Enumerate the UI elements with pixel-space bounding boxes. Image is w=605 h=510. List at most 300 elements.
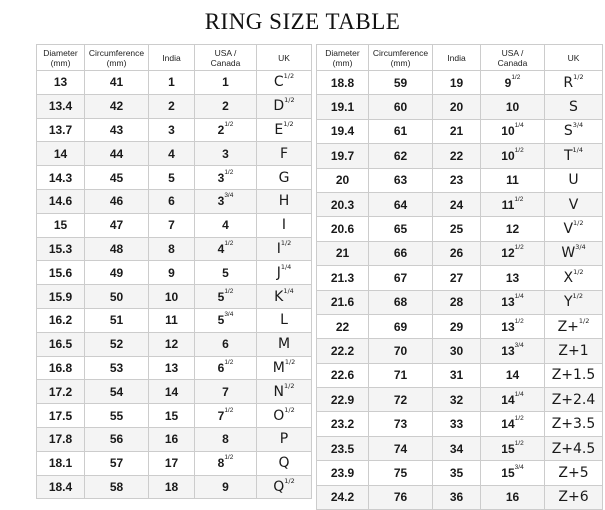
cell-value: 52 — [109, 337, 124, 352]
table-row — [317, 412, 603, 436]
cell-value: 23.5 — [330, 441, 355, 456]
cell-india — [149, 94, 195, 118]
cell-usa-canada — [481, 363, 545, 387]
cell-diameter — [37, 404, 85, 428]
cell-india — [433, 388, 481, 412]
table-row — [37, 237, 312, 261]
cell-diameter — [317, 363, 369, 387]
cell-circumference — [85, 142, 149, 166]
cell-fraction: 1/4 — [514, 122, 524, 130]
cell-value: 8 — [222, 432, 229, 447]
header-usa-canada: USA / Canada — [195, 45, 257, 71]
cell-uk — [257, 380, 312, 404]
cell-uk — [257, 404, 312, 428]
cell-usa-canada — [195, 166, 257, 190]
cell-circumference — [369, 436, 433, 460]
cell-value: 14 — [505, 368, 520, 383]
cell-value: 13 — [164, 360, 179, 375]
cell-value: 22.6 — [330, 368, 355, 383]
cell-circumference — [369, 71, 433, 95]
cell-value: X — [563, 269, 574, 286]
cell-circumference — [85, 285, 149, 309]
cell-value: 1 — [222, 75, 229, 90]
cell-fraction: 1/2 — [224, 406, 234, 414]
cell-usa-canada — [195, 308, 257, 332]
cell-value: Z+5 — [558, 464, 589, 481]
cell-usa-canada — [195, 261, 257, 285]
cell-india — [149, 475, 195, 499]
cell-value: 34 — [449, 441, 464, 456]
cell-circumference — [369, 95, 433, 119]
cell-circumference — [369, 217, 433, 241]
cell-uk — [257, 189, 312, 213]
header-diameter: Diameter (mm) — [317, 45, 369, 71]
table-row — [37, 475, 312, 499]
cell-fraction: 3/4 — [514, 341, 524, 349]
cell-fraction: 3/4 — [224, 192, 234, 200]
cell-value: S — [563, 123, 573, 140]
cell-value: Q — [273, 478, 285, 495]
cell-value: 10 — [501, 148, 515, 163]
cell-india — [433, 144, 481, 168]
cell-value: S — [569, 99, 578, 116]
table-row — [317, 119, 603, 143]
cell-india — [433, 436, 481, 460]
cell-value: 10 — [164, 289, 179, 304]
cell-value: 15 — [501, 465, 515, 480]
cell-value: 16.2 — [48, 313, 73, 328]
cell-value: 11 — [501, 197, 515, 212]
cell-value: O — [273, 407, 285, 424]
cell-fraction: 1/2 — [284, 405, 295, 414]
cell-usa-canada — [195, 332, 257, 356]
table-row — [317, 71, 603, 95]
page-title: RING SIZE TABLE — [204, 9, 401, 34]
cell-value: 6 — [217, 360, 225, 375]
cell-value: 62 — [393, 148, 408, 163]
table-row — [317, 436, 603, 460]
cell-value: E — [274, 121, 284, 138]
cell-value: 5 — [217, 313, 225, 328]
cell-value: 15.9 — [48, 289, 73, 304]
cell-value: 16 — [505, 490, 520, 505]
cell-value: 16.5 — [48, 337, 73, 352]
cell-value: 2 — [217, 122, 225, 137]
cell-value: R — [563, 74, 574, 91]
cell-usa-canada — [481, 217, 545, 241]
cell-value: 54 — [109, 384, 124, 399]
cell-usa-canada — [195, 427, 257, 451]
cell-value: 29 — [449, 319, 464, 334]
cell-diameter — [317, 436, 369, 460]
table-row — [37, 118, 312, 142]
cell-value: W — [561, 245, 576, 262]
table-row — [317, 217, 603, 241]
cell-diameter — [317, 119, 369, 143]
cell-fraction: 1/2 — [224, 358, 234, 366]
cell-uk — [545, 266, 603, 290]
cell-value: 12 — [164, 337, 179, 352]
cell-value: 9 — [504, 75, 512, 90]
cell-value: 14.3 — [48, 170, 73, 185]
cell-uk — [257, 475, 312, 499]
cell-value: 13 — [501, 295, 515, 310]
cell-value: 22 — [335, 319, 350, 334]
table-row — [37, 166, 312, 190]
table-row — [37, 94, 312, 118]
table-row — [317, 314, 603, 338]
cell-diameter — [317, 144, 369, 168]
cell-usa-canada — [481, 461, 545, 485]
cell-value: Z+1.5 — [551, 367, 596, 384]
cell-value: 42 — [109, 99, 124, 114]
table-row — [317, 95, 603, 119]
cell-value: J — [276, 264, 281, 281]
table-row — [37, 380, 312, 404]
header-usa-canada: USA / Canada — [481, 45, 545, 71]
cell-diameter — [317, 217, 369, 241]
cell-value: 71 — [393, 368, 408, 383]
cell-value: P — [279, 431, 289, 448]
cell-value: 48 — [109, 241, 124, 256]
cell-fraction: 1/4 — [514, 293, 524, 301]
cell-fraction: 1/2 — [280, 238, 292, 247]
cell-value: Z+6 — [558, 489, 589, 506]
cell-fraction: 1/2 — [511, 73, 521, 81]
cell-uk — [545, 436, 603, 460]
cell-value: 11 — [165, 313, 178, 328]
cell-india — [149, 380, 195, 404]
cell-value: 7 — [222, 384, 229, 399]
cell-value: 55 — [109, 408, 124, 423]
cell-diameter — [37, 451, 85, 475]
cell-india — [149, 285, 195, 309]
cell-fraction: 1/2 — [514, 195, 524, 203]
table-header-row — [317, 45, 603, 71]
table-row — [317, 192, 603, 216]
cell-value: 59 — [393, 75, 408, 90]
table-row — [37, 404, 312, 428]
cell-value: 4 — [217, 241, 225, 256]
cell-fraction: 1/2 — [284, 381, 295, 390]
cell-usa-canada — [195, 71, 257, 95]
cell-india — [433, 168, 481, 192]
cell-diameter — [37, 308, 85, 332]
cell-india — [149, 404, 195, 428]
cell-value: 28 — [449, 295, 464, 310]
cell-value: 15.3 — [48, 241, 73, 256]
cell-usa-canada — [481, 192, 545, 216]
cell-india — [149, 118, 195, 142]
cell-value: 3 — [168, 122, 175, 137]
cell-value: 13 — [505, 270, 520, 285]
cell-fraction: 3/4 — [514, 463, 524, 471]
cell-value: 8 — [168, 241, 175, 256]
cell-diameter — [317, 290, 369, 314]
cell-circumference — [369, 192, 433, 216]
cell-uk — [545, 168, 603, 192]
table-row — [317, 144, 603, 168]
cell-value: V — [563, 221, 574, 238]
cell-fraction: 1/2 — [283, 72, 295, 81]
cell-fraction: 1/2 — [284, 96, 295, 105]
cell-uk — [545, 192, 603, 216]
cell-diameter — [37, 94, 85, 118]
cell-usa-canada — [481, 314, 545, 338]
cell-uk — [257, 427, 312, 451]
cell-diameter — [317, 314, 369, 338]
cell-circumference — [369, 290, 433, 314]
cell-india — [149, 189, 195, 213]
cell-circumference — [369, 119, 433, 143]
cell-fraction: 1/2 — [284, 476, 295, 485]
cell-fraction: 1/2 — [284, 357, 296, 366]
cell-value: 4 — [168, 146, 175, 161]
cell-uk — [545, 119, 603, 143]
cell-india — [433, 119, 481, 143]
cell-value: 67 — [393, 270, 408, 285]
cell-india — [149, 451, 195, 475]
cell-diameter — [317, 461, 369, 485]
cell-value: 32 — [449, 392, 464, 407]
cell-value: Z+1 — [558, 342, 589, 359]
cell-value: 14 — [501, 392, 515, 407]
cell-value: 13 — [501, 343, 515, 358]
cell-usa-canada — [481, 266, 545, 290]
table-row — [317, 290, 603, 314]
cell-value: 21.6 — [330, 295, 355, 310]
cell-circumference — [369, 241, 433, 265]
cell-value: I — [276, 240, 281, 257]
cell-diameter — [37, 332, 85, 356]
cell-circumference — [369, 168, 433, 192]
cell-circumference — [85, 261, 149, 285]
cell-value: 51 — [109, 313, 124, 328]
cell-value: 18.1 — [48, 456, 73, 471]
cell-value: 24.2 — [330, 490, 355, 505]
cell-usa-canada — [195, 213, 257, 237]
cell-india — [433, 290, 481, 314]
cell-fraction: 1/2 — [514, 439, 524, 447]
cell-diameter — [317, 168, 369, 192]
cell-circumference — [369, 412, 433, 436]
cell-fraction: 1/2 — [224, 454, 234, 462]
header-uk: UK — [257, 45, 312, 71]
cell-value: V — [568, 196, 579, 213]
cell-uk — [545, 290, 603, 314]
cell-value: 23.9 — [330, 465, 355, 480]
cell-diameter — [317, 412, 369, 436]
cell-uk — [257, 166, 312, 190]
cell-value: 31 — [449, 368, 464, 383]
cell-india — [433, 192, 481, 216]
cell-usa-canada — [481, 71, 545, 95]
cell-usa-canada — [195, 118, 257, 142]
cell-value: M — [277, 336, 291, 353]
cell-fraction: 1/2 — [514, 146, 524, 154]
cell-value: Z+3.5 — [551, 416, 596, 433]
cell-fraction: 3/4 — [575, 243, 586, 252]
cell-value: 16.8 — [48, 360, 73, 375]
header-india: India — [433, 45, 481, 71]
table-row — [37, 142, 312, 166]
cell-fraction: 1/2 — [224, 287, 234, 295]
cell-uk — [257, 261, 312, 285]
cell-circumference — [85, 213, 149, 237]
cell-fraction: 1/2 — [224, 168, 234, 176]
cell-value: 13 — [53, 75, 68, 90]
cell-value: 41 — [109, 75, 124, 90]
cell-value: 3 — [217, 170, 225, 185]
table-row — [317, 363, 603, 387]
cell-uk — [545, 241, 603, 265]
table-row — [317, 168, 603, 192]
cell-value: 17 — [164, 456, 179, 471]
cell-usa-canada — [481, 339, 545, 363]
cell-value: 53 — [109, 360, 124, 375]
cell-uk — [545, 388, 603, 412]
cell-circumference — [85, 475, 149, 499]
cell-value: 15.6 — [48, 265, 73, 280]
cell-circumference — [369, 339, 433, 363]
cell-uk — [257, 118, 312, 142]
cell-uk — [257, 142, 312, 166]
cell-circumference — [369, 314, 433, 338]
cell-value: 75 — [393, 465, 408, 480]
cell-value: 44 — [109, 146, 124, 161]
cell-value: 7 — [168, 218, 175, 233]
cell-diameter — [37, 261, 85, 285]
cell-fraction: 1/2 — [514, 244, 524, 252]
cell-uk — [545, 217, 603, 241]
cell-value: 60 — [393, 100, 408, 115]
cell-fraction: 1/2 — [283, 119, 294, 128]
cell-diameter — [317, 241, 369, 265]
header-uk: UK — [545, 45, 603, 71]
cell-value: 14 — [501, 417, 515, 432]
cell-usa-canada — [481, 168, 545, 192]
cell-value: 46 — [109, 194, 124, 209]
cell-value: 20 — [335, 173, 350, 188]
table-row — [37, 356, 312, 380]
cell-value: 19 — [449, 75, 464, 90]
cell-value: 13.4 — [48, 99, 73, 114]
table-row — [37, 189, 312, 213]
cell-uk — [545, 71, 603, 95]
cell-value: 66 — [393, 246, 408, 261]
cell-value: 17.8 — [48, 432, 73, 447]
cell-value: 6 — [168, 194, 175, 209]
cell-value: G — [278, 169, 290, 186]
cell-fraction: 1/2 — [573, 267, 584, 276]
cell-fraction: 1/2 — [578, 316, 590, 325]
cell-india — [149, 308, 195, 332]
cell-fraction: 1/2 — [514, 317, 524, 325]
cell-fraction: 1/4 — [572, 145, 584, 154]
cell-circumference — [85, 71, 149, 95]
cell-india — [149, 166, 195, 190]
cell-value: 10 — [501, 124, 515, 139]
cell-value: 27 — [449, 270, 464, 285]
cell-diameter — [37, 427, 85, 451]
cell-india — [149, 261, 195, 285]
cell-value: I — [281, 217, 287, 234]
cell-circumference — [369, 388, 433, 412]
cell-circumference — [85, 118, 149, 142]
cell-usa-canada — [481, 241, 545, 265]
cell-circumference — [369, 144, 433, 168]
cell-uk — [545, 95, 603, 119]
cell-value: 12 — [505, 222, 520, 237]
cell-value: 5 — [168, 170, 175, 185]
cell-value: 26 — [449, 246, 464, 261]
table-row — [37, 451, 312, 475]
cell-usa-canada — [195, 285, 257, 309]
cell-value: 23.2 — [330, 417, 355, 432]
cell-value: 15 — [164, 408, 179, 423]
cell-value: 14 — [164, 384, 179, 399]
cell-uk — [545, 412, 603, 436]
cell-value: 21.3 — [330, 270, 355, 285]
cell-value: 35 — [449, 465, 464, 480]
cell-fraction: 1/4 — [283, 286, 294, 295]
cell-value: 9 — [222, 479, 229, 494]
cell-india — [433, 314, 481, 338]
cell-diameter — [317, 388, 369, 412]
table-row — [317, 461, 603, 485]
table-row — [37, 213, 312, 237]
cell-value: 20.6 — [330, 222, 355, 237]
cell-value: F — [279, 145, 289, 162]
cell-value: Z+2.4 — [551, 391, 596, 408]
cell-uk — [257, 451, 312, 475]
table-row — [37, 427, 312, 451]
cell-uk — [545, 461, 603, 485]
cell-diameter — [37, 356, 85, 380]
cell-usa-canada — [195, 142, 257, 166]
cell-value: 61 — [393, 124, 408, 139]
cell-uk — [545, 363, 603, 387]
cell-fraction: 1/2 — [224, 239, 234, 247]
cell-value: 20.3 — [330, 197, 355, 212]
cell-fraction: 1/2 — [224, 120, 234, 128]
cell-value: 6 — [222, 337, 229, 352]
cell-circumference — [85, 404, 149, 428]
table-row — [317, 241, 603, 265]
cell-circumference — [85, 189, 149, 213]
cell-value: 17.2 — [48, 384, 73, 399]
cell-fraction: 1/2 — [573, 219, 584, 228]
cell-value: 74 — [393, 441, 408, 456]
cell-value: 73 — [393, 417, 408, 432]
cell-usa-canada — [195, 237, 257, 261]
cell-value: L — [280, 312, 288, 329]
cell-value: 65 — [393, 222, 408, 237]
cell-india — [149, 237, 195, 261]
table-row — [317, 266, 603, 290]
cell-uk — [545, 314, 603, 338]
table-row — [37, 261, 312, 285]
cell-value: Z+4.5 — [551, 440, 596, 457]
cell-value: H — [278, 193, 290, 210]
cell-value: Y — [563, 294, 573, 311]
cell-value: 49 — [109, 265, 124, 280]
cell-circumference — [85, 166, 149, 190]
cell-value: 45 — [109, 170, 124, 185]
header-india: India — [149, 45, 195, 71]
cell-value: 3 — [222, 146, 229, 161]
cell-diameter — [317, 192, 369, 216]
